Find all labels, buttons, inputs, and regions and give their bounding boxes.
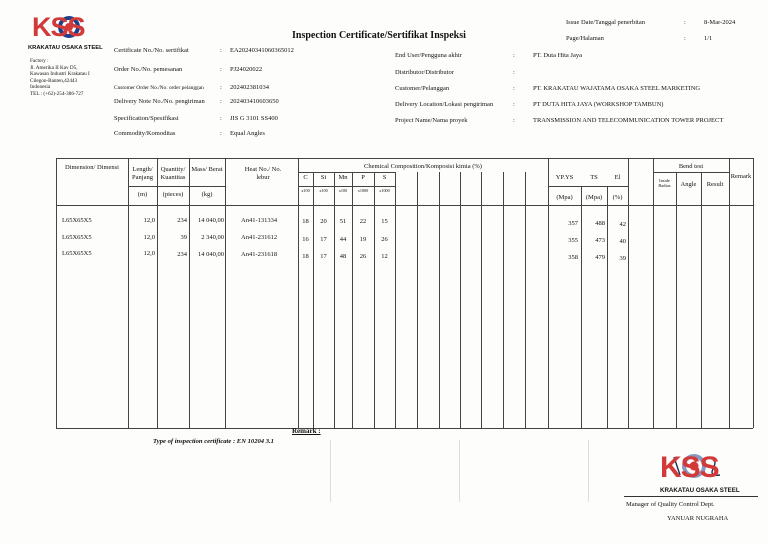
cell-ts: 473 (595, 237, 605, 244)
col-header-remark: Remark (730, 173, 752, 180)
field-label: Distributor/Distributor (395, 69, 454, 76)
cell-ts: 488 (595, 220, 605, 227)
cell-el: 42 (619, 221, 626, 228)
chem-scale: x1000 (357, 188, 369, 193)
cell-p: 19 (359, 236, 367, 243)
field-label: Certificate No./No. sertifikat (114, 47, 189, 54)
signer-title: Manager of Quality Control Dept. (626, 501, 715, 508)
field-label: Customer Order No./No. order pelanggan (114, 85, 204, 91)
issue-date-label: Issue Date/Tanggal penerbitan (566, 19, 645, 26)
page-value: 1/1 (704, 35, 713, 42)
cell-si: 17 (320, 253, 327, 260)
page-label: Page/Halaman (566, 35, 604, 42)
field-value: JIS G 3101 SS400 (230, 115, 278, 122)
logo-letters: KSS (32, 12, 85, 42)
col-header-mass: Mass/ Berat (191, 166, 223, 173)
stamp-company-name: KRAKATAU OSAKA STEEL (660, 487, 740, 494)
col-header-ts: TS (590, 174, 598, 181)
cell-dimension: L65X65X5 (62, 250, 92, 257)
unit-yp: (Mpa) (556, 194, 573, 201)
col-header-dimension: Dimension/ Dimensi (65, 164, 119, 171)
company-logo (30, 10, 108, 46)
chem-scale: x100 (301, 188, 310, 193)
cell-heat: An41-231612 (241, 234, 278, 241)
chem-element: P (361, 174, 365, 181)
cell-el: 40 (619, 238, 626, 245)
col-header-quantity: Quantity/ Kuantitas (160, 166, 186, 181)
cell-yp: 357 (568, 220, 578, 227)
cell-mass: 14 040,00 (198, 251, 224, 258)
field-label: Delivery Note No./No. pengiriman (114, 98, 205, 105)
cell-si: 17 (320, 236, 327, 243)
chem-scale: x100 (338, 188, 348, 193)
chem-element: C (303, 174, 308, 181)
cell-c: 18 (302, 253, 309, 260)
stamp-logo (660, 449, 740, 489)
document-title: Inspection Certificate/Sertifikat Inspeksi (292, 30, 466, 41)
field-value: PT. KRAKATAU WAJATAMA OSAKA STEEL MARKETING (533, 85, 701, 92)
cell-mass: 2 340,00 (201, 234, 224, 241)
cell-c: 18 (302, 218, 309, 225)
cell-yp: 358 (568, 254, 578, 261)
chem-element: Si (320, 174, 327, 181)
cell-s: 26 (381, 236, 388, 243)
cell-s: 15 (381, 218, 388, 225)
cell-yp: 355 (568, 237, 578, 244)
cell-p: 22 (359, 218, 367, 225)
col-header-el: El (614, 174, 621, 181)
unit-el: (%) (612, 194, 623, 201)
field-value: PT. Duta Hita Jaya (533, 52, 582, 59)
cell-dimension: L65X65X5 (62, 234, 92, 241)
cell-s: 12 (381, 253, 388, 260)
field-label: Customer/Pelanggan (395, 85, 450, 92)
field-label: Delivery Location/Lokasi pengiriman (395, 101, 494, 108)
col-header-bend-result: Result (706, 181, 724, 188)
unit-length: (m) (137, 191, 148, 198)
chem-element: Mn (338, 174, 348, 181)
col-header-length: Length/ Panjang (132, 166, 153, 181)
cell-si: 20 (320, 218, 327, 225)
unit-quantity: (pieces) (162, 191, 184, 198)
cell-length: 12,0 (143, 217, 155, 224)
chem-scale: x100 (319, 188, 328, 193)
field-label: Commodity/Komoditas (114, 130, 176, 137)
cell-length: 12,0 (143, 234, 155, 241)
field-label: End User/Pengguna akhir (395, 52, 462, 59)
cell-el: 39 (619, 255, 626, 262)
cell-mn: 48 (339, 253, 347, 260)
certificate-type: Type of inspection certificate : EN 10204 3.1 (153, 438, 274, 445)
logo-name: KRAKATAU OSAKA STEEL (28, 45, 103, 51)
cell-mass: 14 040,00 (198, 217, 224, 224)
stamp-letters: KSS (660, 451, 719, 484)
cell-quantity: 234 (177, 251, 187, 258)
cell-mn: 44 (339, 236, 347, 243)
cell-dimension: L65X65X5 (62, 217, 92, 224)
remark-label: Remark : (292, 427, 321, 435)
chem-element: S (382, 174, 387, 181)
cell-quantity: 234 (177, 217, 187, 224)
signer-name: YANUAR NUGRAHA (667, 515, 729, 522)
cell-ts: 479 (595, 254, 605, 261)
field-label: Project Name/Nama proyek (395, 117, 468, 124)
cell-mn: 51 (339, 218, 347, 225)
cell-heat: An41-131334 (241, 217, 278, 224)
company-address: Factory : Jl. Amerika II Kav D5, Kawasan Industri Krakatau I Cilegon-Banten,42443 Indonesia TEL : (+62)-254-386-727 (30, 58, 90, 97)
field-value: 202403410603650 (230, 98, 279, 105)
unit-mass: (kg) (201, 191, 213, 198)
col-header-chemical: Chemical Composition/Komposisi kimia (%) (364, 163, 482, 170)
cell-c: 16 (302, 236, 309, 243)
field-value: PT DUTA HITA JAYA (WORKSHOP TAMBUN) (533, 101, 664, 108)
cell-quantity: 39 (180, 234, 187, 241)
field-value: PJ24020022 (230, 66, 263, 73)
col-header-bend-angle: Angle (680, 181, 697, 188)
field-value: TRANSMISSION AND TELECOMMUNICATION TOWER PROJECT (533, 117, 724, 124)
cell-length: 12,0 (143, 250, 155, 257)
col-header-yp: YP.YS (555, 174, 574, 181)
field-value: EA20240341060365012 (230, 47, 294, 54)
unit-ts: (Mpa) (585, 194, 603, 201)
field-label: Order No./No. pemesanan (114, 66, 183, 73)
col-header-heat: Heat No./ No. lebur (244, 166, 282, 181)
field-value: Equal Angles (230, 130, 265, 137)
cell-heat: An41-231618 (241, 251, 278, 258)
cell-p: 26 (359, 253, 367, 260)
field-label: Specification/Spesifikasi (114, 115, 179, 122)
chem-scale: x1000 (379, 188, 390, 193)
field-value: 202402381034 (230, 84, 269, 91)
col-header-bend-inside: Inside Radius (658, 178, 671, 188)
issue-date: 8-Mar-2024 (704, 19, 736, 26)
col-header-bend: Bend test (678, 163, 704, 170)
